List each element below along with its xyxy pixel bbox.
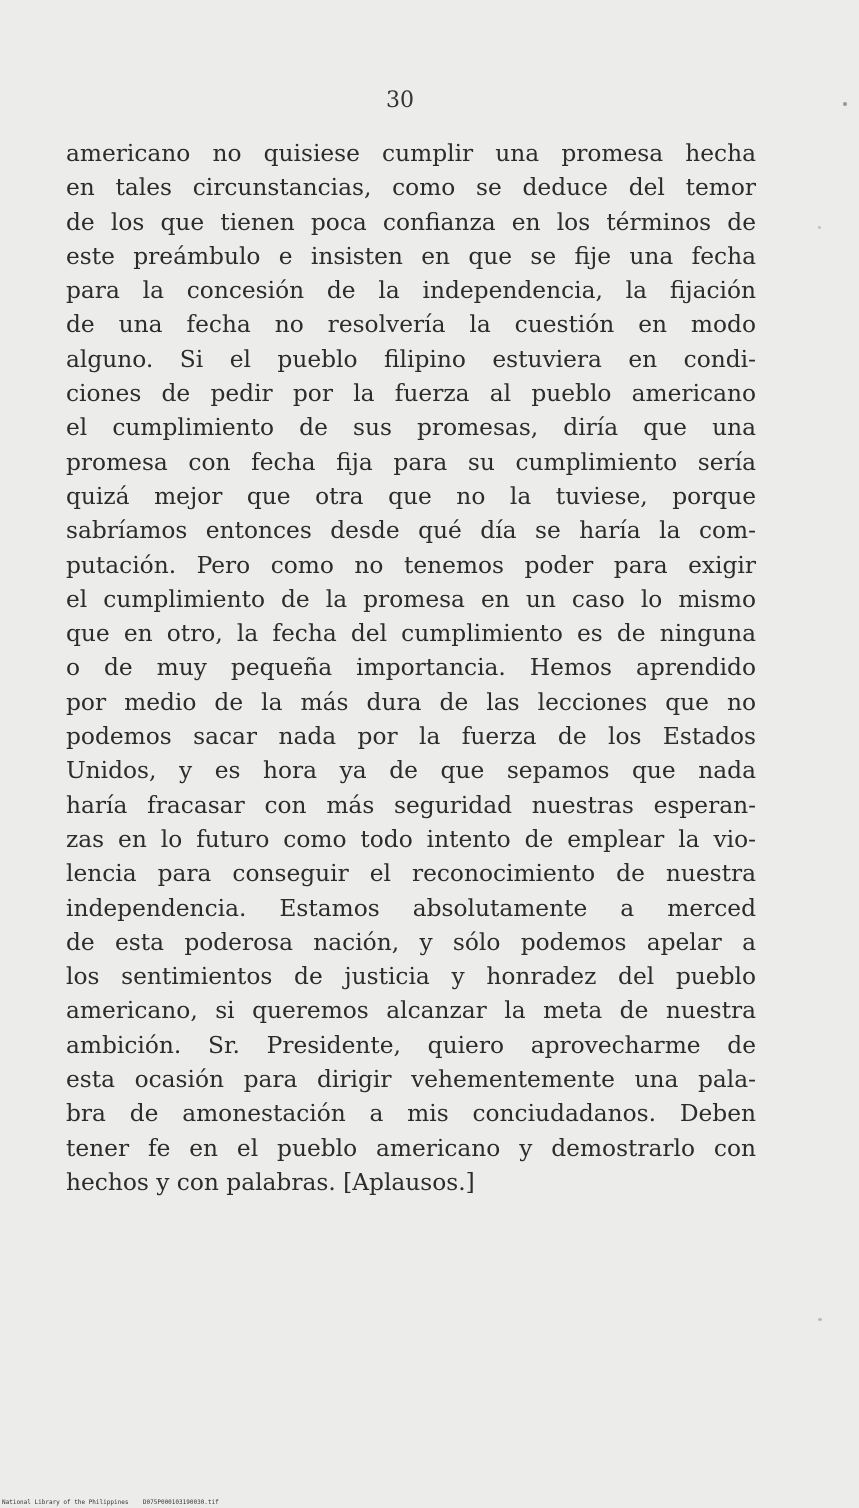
text-line: esta ocasión para dirigir vehementemente una pala- xyxy=(66,1066,756,1094)
text-line: tener fe en el pueblo americano y demostrarlo con xyxy=(66,1134,756,1162)
body-text xyxy=(66,137,756,1200)
text-line: de los que tienen poca confianza en los términos de xyxy=(66,208,756,236)
page-number: 30 xyxy=(386,88,414,113)
footer-file: D075P000103190030.tif xyxy=(142,1499,219,1506)
scan-speck xyxy=(818,226,821,229)
text-line: putación. Pero como no tenemos poder para exigir xyxy=(66,551,756,579)
footer-library: National Library of the Philippines xyxy=(2,1499,129,1506)
text-line: los sentimientos de justicia y honradez del pueblo xyxy=(66,963,756,991)
text-line: alguno. Si el pueblo filipino estuviera en condi- xyxy=(66,345,756,373)
text-line: de una fecha no resolvería la cuestión en modo xyxy=(66,311,756,339)
text-line: americano no quisiese cumplir una promesa hecha xyxy=(66,140,756,167)
text-line: por medio de la más dura de las lecciones que no xyxy=(66,688,756,716)
text-line: independencia. Estamos absolutamente a merced xyxy=(66,894,756,922)
text-line: americano, si queremos alcanzar la meta de nuestra xyxy=(66,997,756,1025)
text-line: sabríamos entonces desde qué día se haría la com- xyxy=(66,517,756,545)
text-line: ambición. Sr. Presidente, quiero aprovecharme de xyxy=(66,1031,756,1059)
text-line: este preámbulo e insisten en que se fije una fecha xyxy=(66,242,756,270)
text-line: hechos y con palabras. [Aplausos.] xyxy=(66,1168,475,1196)
text-line: ciones de pedir por la fuerza al pueblo americano xyxy=(66,380,756,408)
text-line: o de muy pequeña importancia. Hemos aprendido xyxy=(66,654,756,682)
text-line: podemos sacar nada por la fuerza de los Estados xyxy=(66,723,756,751)
text-line: el cumplimiento de la promesa en un caso lo mismo xyxy=(66,585,756,613)
text-line: el cumplimiento de sus promesas, diría que una xyxy=(66,414,756,442)
text-line: haría fracasar con más seguridad nuestras esperan- xyxy=(66,791,756,819)
text-line: zas en lo futuro como todo intento de emplear la vio- xyxy=(66,825,756,853)
text-line: bra de amonestación a mis conciudadanos. Deben xyxy=(66,1100,756,1128)
text-line: Unidos, y es hora ya de que sepamos que nada xyxy=(66,757,756,785)
scan-speck xyxy=(843,102,847,106)
text-line: quizá mejor que otra que no la tuviese, porque xyxy=(66,482,756,510)
text-line: en tales circunstancias, como se deduce del temor xyxy=(66,174,756,202)
scan-speck xyxy=(818,1318,822,1321)
text-line: de esta poderosa nación, y sólo podemos apelar a xyxy=(66,928,756,956)
text-line: promesa con fecha fija para su cumplimiento sería xyxy=(66,448,756,476)
scan-footer xyxy=(2,1499,219,1506)
text-line: para la concesión de la independencia, la fijación xyxy=(66,277,756,305)
text-line: lencia para conseguir el reconocimiento de nuestra xyxy=(66,860,756,888)
text-line: que en otro, la fecha del cumplimiento es de ninguna xyxy=(66,620,756,648)
